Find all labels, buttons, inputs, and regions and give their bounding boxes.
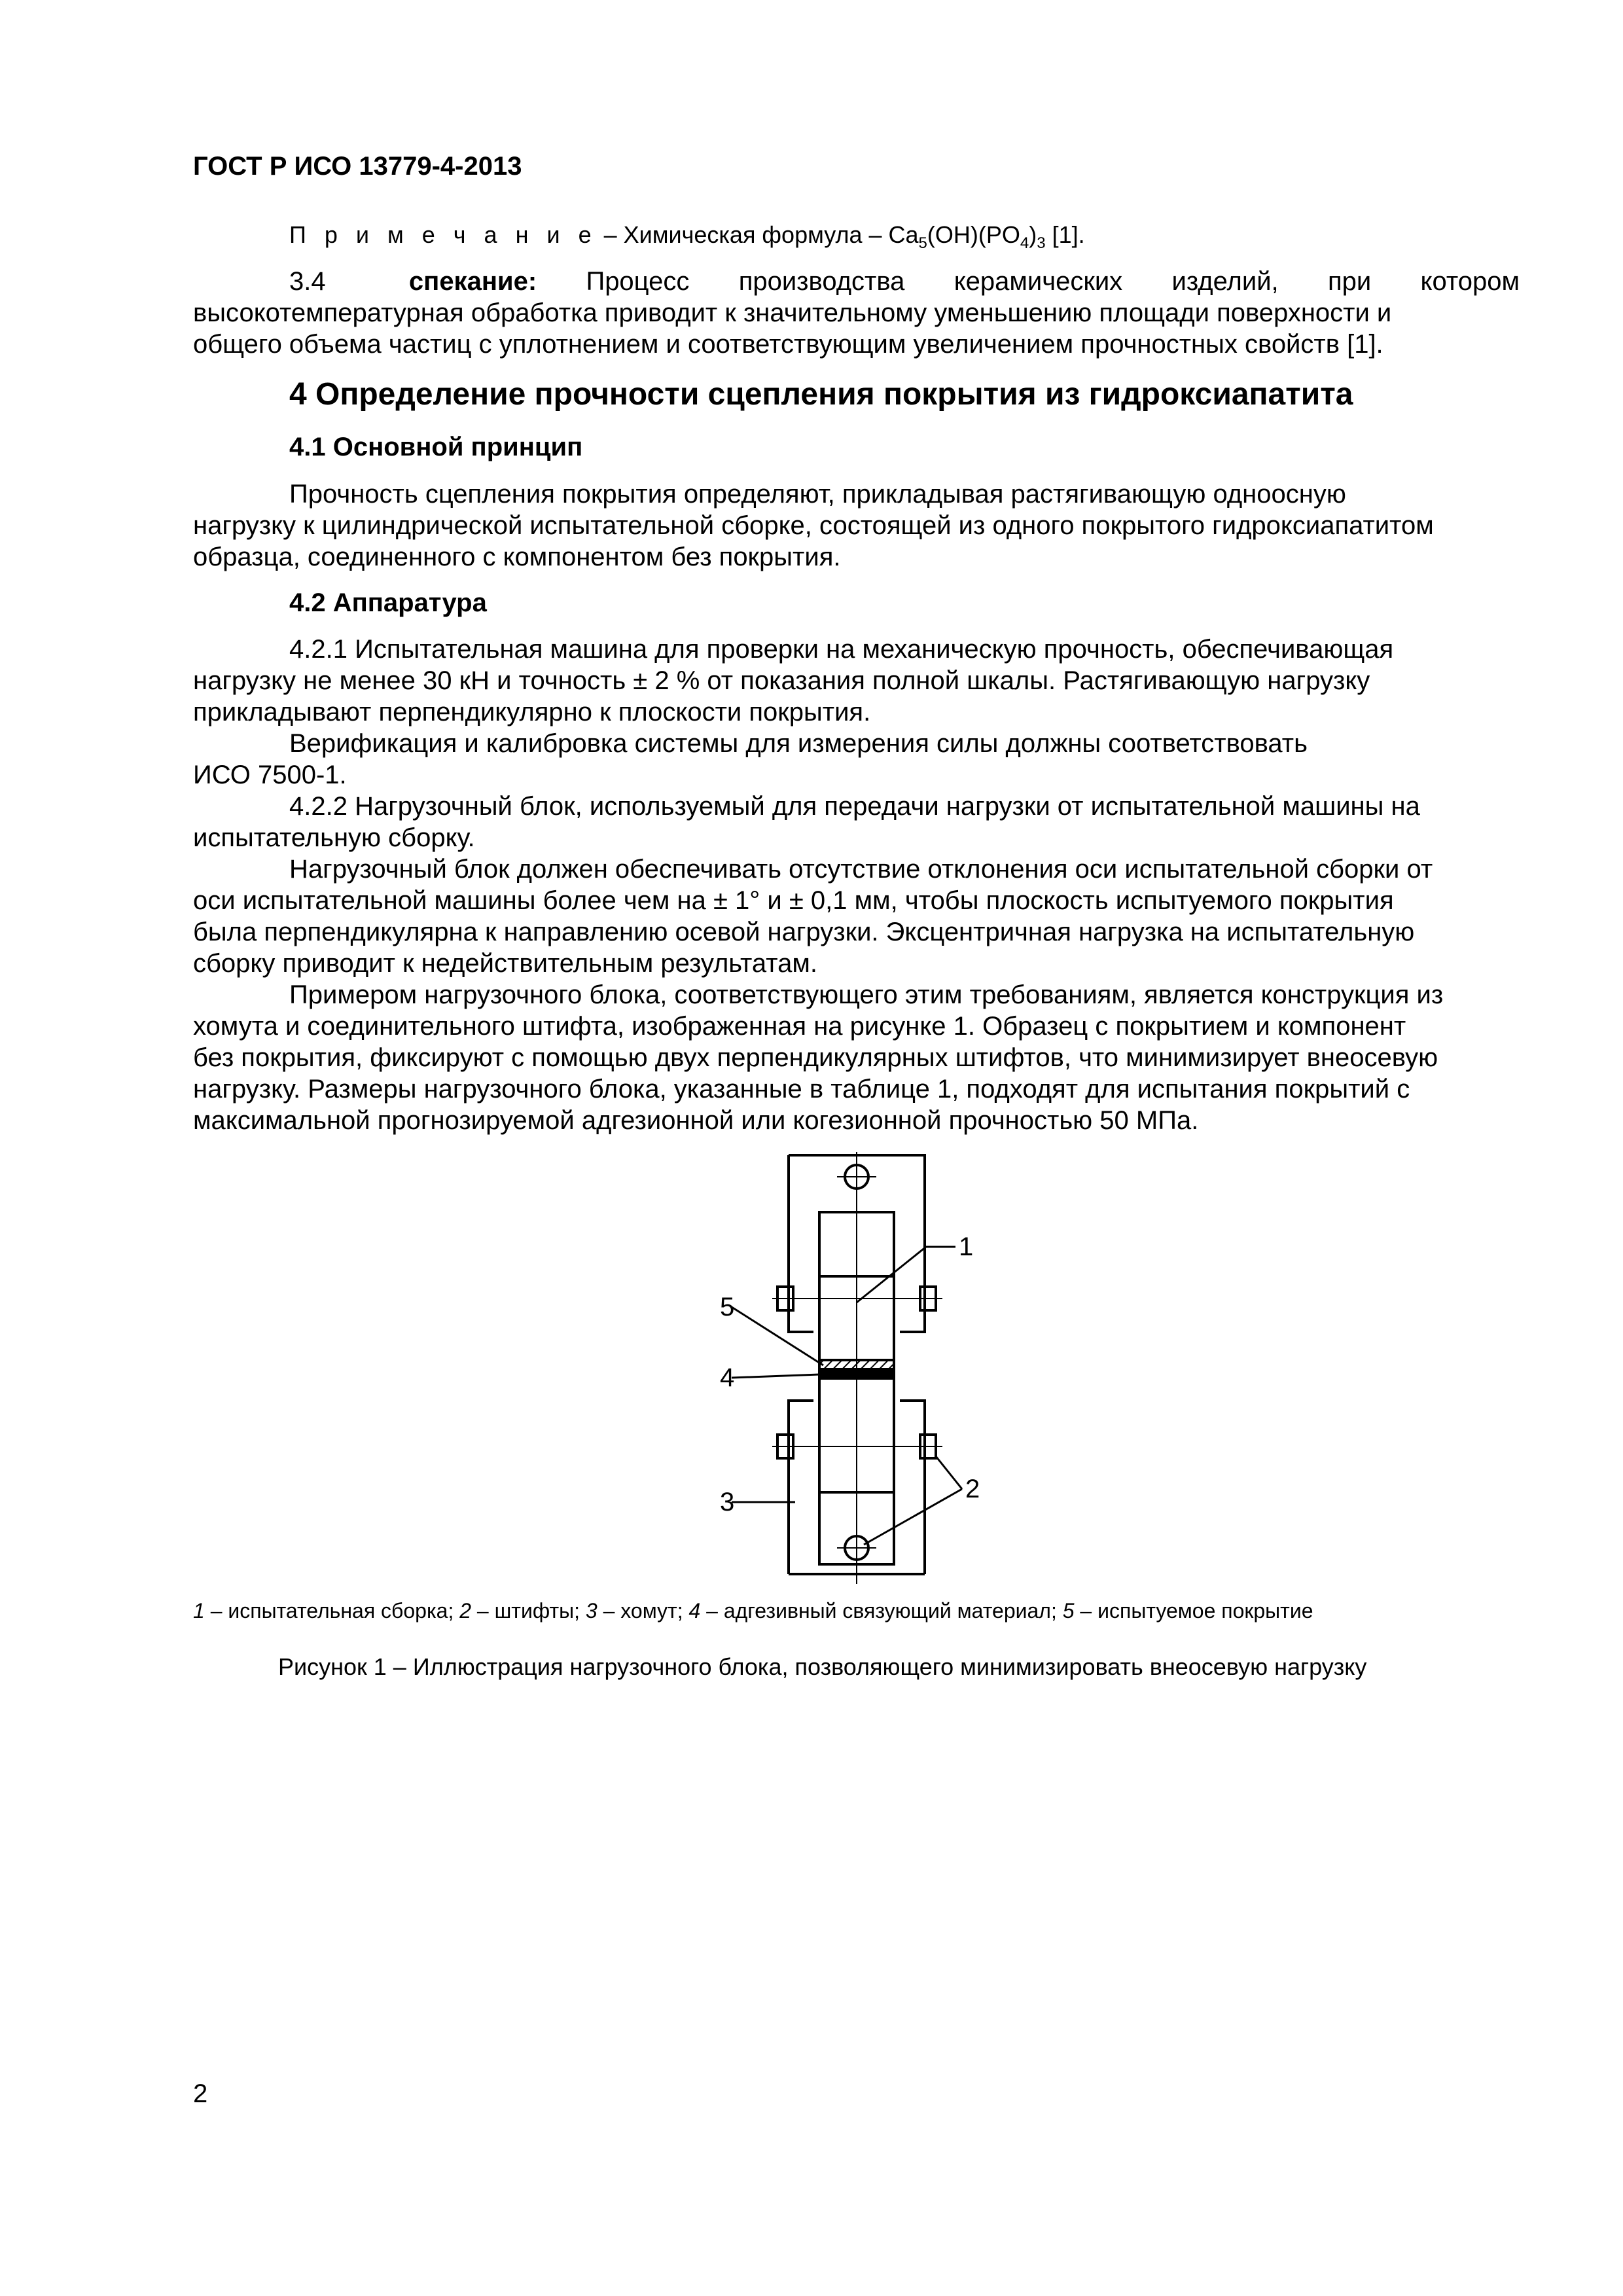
- note-label: П р и м е ч а н и е: [289, 221, 597, 248]
- term-word: Процесс: [586, 267, 690, 296]
- section-4-1-title: 4.1 Основной принцип: [289, 433, 583, 461]
- para-4-2-2-line-2: испытательную сборку.: [193, 823, 475, 852]
- callout-3: 3: [720, 1488, 735, 1516]
- para-example-line-5: максимальной прогнозируемой адгезионной или когезионной прочностью 50 МПа.: [193, 1106, 1199, 1135]
- callout-5: 5: [720, 1293, 735, 1321]
- term-number: 3.4: [289, 267, 326, 296]
- para-4-1-line-3: образца, соединенного с компонентом без покрытия.: [193, 543, 841, 571]
- term-name: спекание:: [408, 267, 537, 296]
- term-word: изделий,: [1171, 267, 1279, 296]
- legend-text: – испытуемое покрытие: [1074, 1599, 1313, 1623]
- para-4-1-line-2: нагрузку к цилиндрической испытательной сборке, состоящей из одного покрытого гидроксиапатитом: [193, 511, 1434, 540]
- note-paren: ): [1029, 221, 1037, 248]
- leader-2a: [936, 1456, 962, 1489]
- note-text: – Химическая формула – Ca: [597, 221, 919, 248]
- term-line-2: высокотемпературная обработка приводит к значительному уменьшению площади поверхности и: [193, 298, 1392, 327]
- para-example-line-4: нагрузку. Размеры нагрузочного блока, указанные в таблице 1, подходят для испытания покрытий с: [193, 1075, 1410, 1103]
- para-4-2-1-line-1: 4.2.1 Испытательная машина для проверки на механическую прочность, обеспечивающая: [289, 635, 1394, 664]
- para-4-1-line-1: Прочность сцепления покрытия определяют, прикладывая растягивающую одноосную: [289, 480, 1346, 509]
- para-4-2-1-line-2: нагрузку не менее 30 кН и точность ± 2 % от показания полной шкалы. Растягивающую нагрузку: [193, 666, 1370, 695]
- para-example-line-1: Примером нагрузочного блока, соответствующего этим требованиям, является конструкция из: [289, 980, 1444, 1009]
- legend-text: – испытательная сборка;: [204, 1599, 460, 1623]
- leader-1: [857, 1247, 955, 1302]
- note-sub-3: 3: [1037, 234, 1046, 253]
- legend-num: 3: [585, 1599, 597, 1623]
- legend-num: 4: [688, 1599, 701, 1623]
- term-word: котором: [1420, 267, 1520, 296]
- term-line-3: общего объема частиц с уплотнением и соответствующим увеличением прочностных свойств [1].: [193, 330, 1383, 359]
- legend-text: – адгезивный связующий материал;: [700, 1599, 1063, 1623]
- page-number: 2: [193, 2079, 208, 2108]
- para-verification-line-2: ИСО 7500-1.: [193, 761, 347, 789]
- note-ref: [1].: [1045, 221, 1085, 248]
- para-load-block-line-1: Нагрузочный блок должен обеспечивать отсутствие отклонения оси испытательной сборки от: [289, 855, 1433, 884]
- figure-caption: Рисунок 1 – Иллюстрация нагрузочного блока, позволяющего минимизировать внеосевую нагрузку: [278, 1653, 1367, 1680]
- callout-4: 4: [720, 1363, 735, 1392]
- callout-2: 2: [965, 1475, 980, 1503]
- term-word: при: [1327, 267, 1372, 296]
- load-block-figure: [707, 1152, 995, 1584]
- note-text-mid: (OH)(PO: [927, 221, 1020, 248]
- leader-5: [732, 1307, 823, 1365]
- term-word: производства: [738, 267, 905, 296]
- legend-text: – штифты;: [471, 1599, 586, 1623]
- para-load-block-line-2: оси испытательной машины более чем на ± 1° и ± 0,1 мм, чтобы плоскость испытуемого покрытия: [193, 886, 1394, 915]
- document-code: ГОСТ Р ИСО 13779-4-2013: [193, 152, 522, 181]
- para-verification-line-1: Верификация и калибровка системы для измерения силы должны соответствовать: [289, 729, 1308, 758]
- leader-2b: [864, 1489, 962, 1545]
- note-sub-5: 5: [918, 234, 927, 253]
- para-load-block-line-4: сборку приводит к недействительным результатам.: [193, 949, 817, 978]
- term-word: керамических: [954, 267, 1123, 296]
- para-4-2-2-line-1: 4.2.2 Нагрузочный блок, используемый для передачи нагрузки от испытательной машины на: [289, 792, 1420, 821]
- legend-text: – хомут;: [597, 1599, 689, 1623]
- para-example-line-3: без покрытия, фиксируют с помощью двух перпендикулярных штифтов, что минимизирует внеосевую: [193, 1043, 1438, 1072]
- para-4-2-1-line-3: прикладывают перпендикулярно к плоскости покрытия.: [193, 698, 871, 726]
- figure-legend: [193, 1599, 1313, 1623]
- legend-num: 5: [1062, 1599, 1075, 1623]
- para-load-block-line-3: была перпендикулярна к направлению осевой нагрузки. Эксцентричная нагрузка на испытательную: [193, 918, 1415, 946]
- legend-num: 2: [459, 1599, 472, 1623]
- note: [289, 221, 1085, 253]
- para-example-line-2: хомута и соединительного штифта, изображенная на рисунке 1. Образец с покрытием и компонент: [193, 1012, 1406, 1041]
- section-4-2-title: 4.2 Аппаратура: [289, 588, 487, 617]
- section-4-title: 4 Определение прочности сцепления покрытия из гидроксиапатита: [289, 377, 1353, 412]
- term-line-1: [289, 266, 1520, 297]
- callout-1: 1: [959, 1232, 974, 1261]
- legend-num: 1: [193, 1599, 205, 1623]
- note-sub-4: 4: [1020, 234, 1029, 253]
- leader-4: [732, 1374, 819, 1378]
